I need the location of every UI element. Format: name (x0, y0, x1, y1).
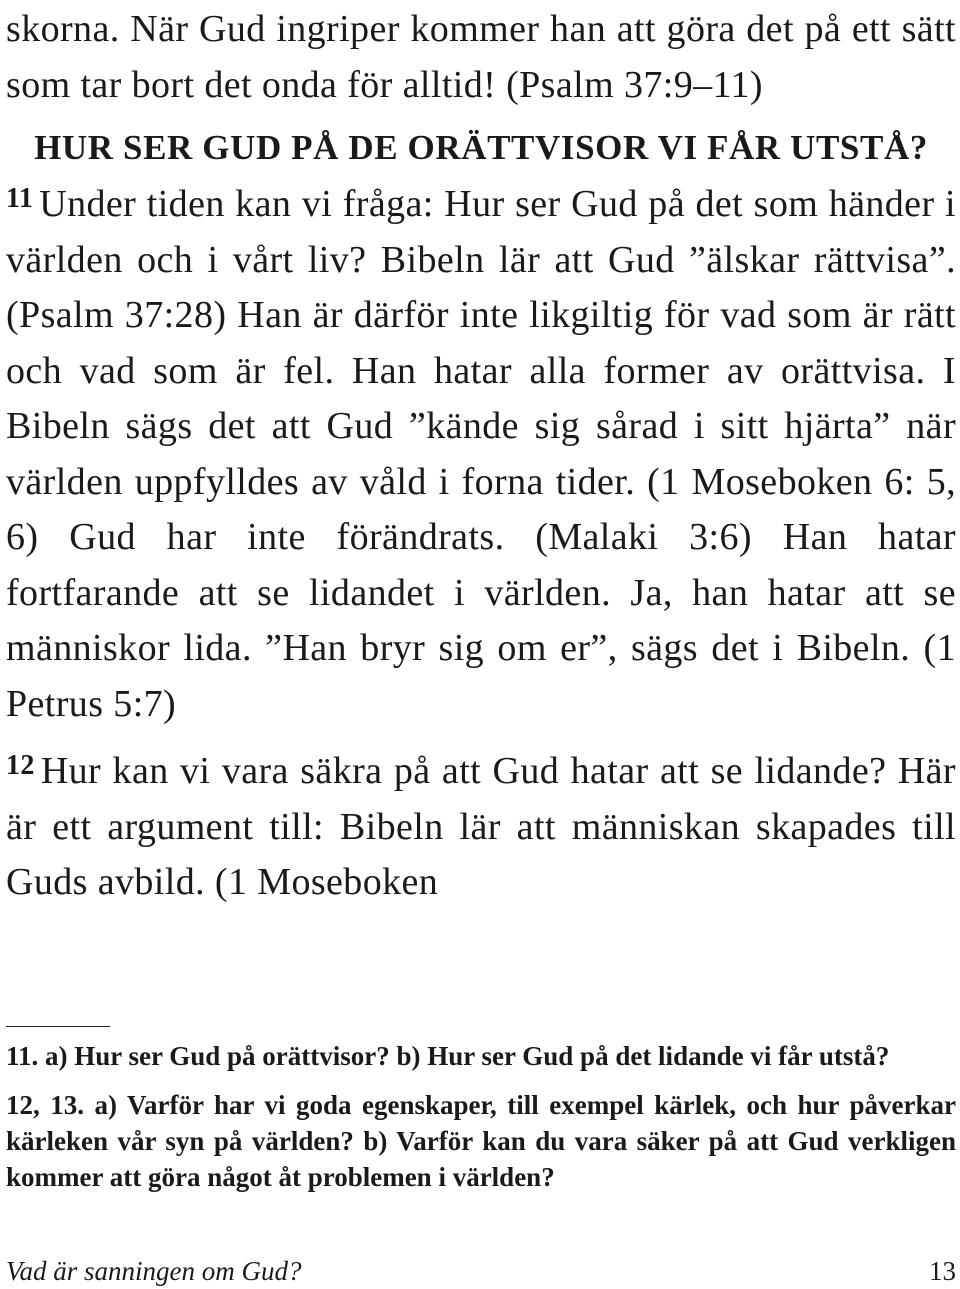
book-title: Vad är sanningen om Gud? (6, 1256, 302, 1286)
main-text (6, 2, 956, 911)
page-footer (6, 1254, 956, 1288)
paragraph-text: Under tiden kan vi fråga: Hur ser Gud på det som händer i världen och i vårt liv? Bibeln lär att Gud ”älskar rättvisa”. (Psalm 37:28) Han är därför inte likgiltig för vad som är rätt och vad som är fel. Han hatar alla former av orättvisa. I Bibeln sägs det att Gud ”kände sig sårad i sitt hjärta” när världen uppfylldes av våld i forna tider. (1 Moseboken 6: 5, 6) Gud har inte förändrats. (Malaki 3:6) Han hatar fortfarande att se lidandet i världen. Ja, han hatar att se människor lida. ”Han bryr sig om er”, sägs det i Bibeln. (1 Petrus 5:7) (6, 183, 956, 725)
footnote-divider (6, 1026, 110, 1027)
question-12-13: 12, 13. a) Varför har vi goda egenskaper, till exempel kärlek, och hur påverkar kärleken vår syn på världen? b) Varför kan du vara säker på att Gud verkligen kommer att göra något åt problemen i världen? (6, 1090, 956, 1192)
paragraph-text: Hur kan vi vara säkra på att Gud hatar att se lidande? Här är ett argument till: Bibeln lär att människan skapades till Guds avbild. (1 Moseboken (6, 750, 956, 903)
paragraph-continuation: skorna. När Gud ingriper kommer han att göra det på ett sätt som tar bort det onda för alltid! (Psalm 37:9–11) (6, 8, 956, 106)
paragraph-number: 11 (6, 183, 34, 214)
paragraph-12 (6, 738, 956, 911)
section-heading: HUR SER GUD PÅ DE ORÄTTVISOR VI FÅR UTSTÅ? (34, 128, 928, 167)
paragraph-number: 12 (6, 750, 35, 781)
question-11: 11. a) Hur ser Gud på orättvisor? b) Hur ser Gud på det lidande vi får utstå? (6, 1041, 890, 1071)
paragraph-11 (6, 171, 956, 732)
page-number: 13 (929, 1256, 956, 1286)
book-page (6, 0, 956, 1289)
study-questions (6, 1038, 956, 1208)
